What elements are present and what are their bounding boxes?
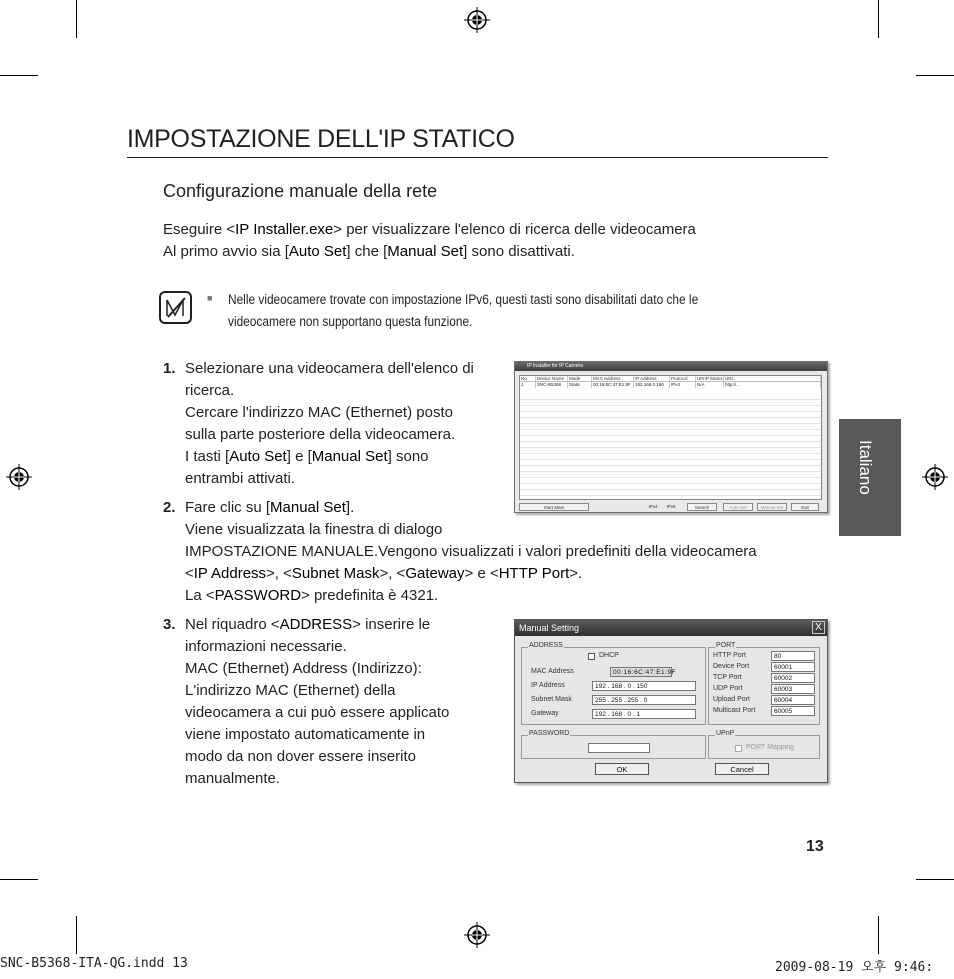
registration-mark-icon [922, 464, 948, 490]
crop-mark [0, 879, 38, 880]
crop-mark [76, 916, 77, 954]
auto-set-button[interactable]: Auto Set [723, 503, 753, 511]
crop-mark [878, 0, 879, 38]
list-gridlines [520, 394, 821, 499]
subnet-mask-field[interactable]: 255 . 255 . 255 . 0 [592, 695, 696, 705]
note-bullet: ■ [207, 293, 213, 303]
password-group: PASSWORD [521, 735, 706, 759]
address-group: ADDRESS DHCP MAC Address 00:16:6C:47:E1:9F IP Address 192 . 168 . 0 . 150 Subnet Mask 255 . 255 . 255 . 0 Gateway 192 . 168 . 0 . 1 [521, 647, 706, 725]
page-number: 13 [806, 838, 824, 855]
port-group: PORT HTTP Port 80 Device Port 60001 TCP Port 60002 UDP Port 60003 Upload Port 60004 Multicast Port 60005 [708, 647, 820, 725]
registration-mark-icon [6, 464, 32, 490]
registration-mark-icon [464, 922, 490, 948]
udp-port-field[interactable]: 60003 [771, 684, 815, 694]
manual-setting-dialog [514, 619, 828, 783]
crop-mark [916, 879, 954, 880]
installer-button-bar [519, 503, 822, 511]
crop-mark [916, 75, 954, 76]
exit-button[interactable]: Exit [791, 503, 819, 511]
ipv6-radio[interactable]: IPv6 [666, 504, 676, 509]
search-button[interactable]: Search [687, 503, 717, 511]
mac-address-field: 00:16:6C:47:E1:9F [610, 667, 672, 677]
tcp-port-field[interactable]: 60002 [771, 673, 815, 683]
page-title: IMPOSTAZIONE DELL'IP STATICO [127, 124, 828, 158]
gateway-field[interactable]: 192 . 168 . 0 . 1 [592, 709, 696, 719]
device-list-header: No Device Name Mode MAC Address IP Address Protocol UPnP Status URL [520, 376, 821, 382]
footer-timestamp: 2009-08-19 오후 9:46: [775, 960, 934, 975]
manual-set-button[interactable]: Manual Set [757, 503, 787, 511]
port-mapping-checkbox[interactable] [735, 745, 742, 752]
note-icon [159, 291, 192, 324]
ip-installer-titlebar: IP Installer for IP Camera [515, 362, 827, 371]
dhcp-checkbox[interactable] [588, 653, 595, 660]
intro-text: Eseguire <IP Installer.exe> per visualizzare l'elenco di ricerca delle videocamera Al primo avvio sia [Auto Set] che [Manual Set] sono disattivati. [163, 221, 696, 260]
crop-mark [0, 75, 38, 76]
crop-mark [76, 0, 77, 38]
upnp-group: UPnP PORT Mapping [708, 735, 820, 759]
ipv4-radio[interactable]: IPv4 [648, 504, 658, 509]
registration-mark-icon [464, 7, 490, 33]
cancel-button[interactable]: Cancel [715, 763, 769, 775]
table-row[interactable]: 1 SNC-B5368 Static 00:16:6C:47:E1:9F 192.168.0.150 IPv4 N/A http://... [520, 382, 821, 388]
multicast-port-field[interactable]: 60005 [771, 706, 815, 716]
crop-mark [878, 916, 879, 954]
ip-installer-window [514, 361, 828, 513]
password-field[interactable] [588, 743, 650, 753]
http-port-field[interactable]: 80 [771, 651, 815, 661]
device-port-field[interactable]: 60001 [771, 662, 815, 672]
ok-button[interactable]: OK [595, 763, 649, 775]
ip-address-field[interactable]: 192 . 168 . 0 . 150 [592, 681, 696, 691]
status-bar: Start Mam [519, 503, 589, 511]
note-text: Nelle videocamere trovate con impostazione IPv6, questi tasti sono disabilitati dato che le videocamere non supportano questa funzione. [228, 292, 699, 329]
device-list [519, 375, 822, 500]
footer-filename: SNC-B5368-ITA-QG.indd 13 [0, 956, 188, 971]
section-subtitle: Configurazione manuale della rete [163, 181, 438, 201]
upload-port-field[interactable]: 60004 [771, 695, 815, 705]
close-button[interactable]: X [812, 621, 825, 634]
dialog-titlebar: Manual Setting [515, 620, 827, 636]
language-tab-label: Italiano [856, 440, 875, 495]
